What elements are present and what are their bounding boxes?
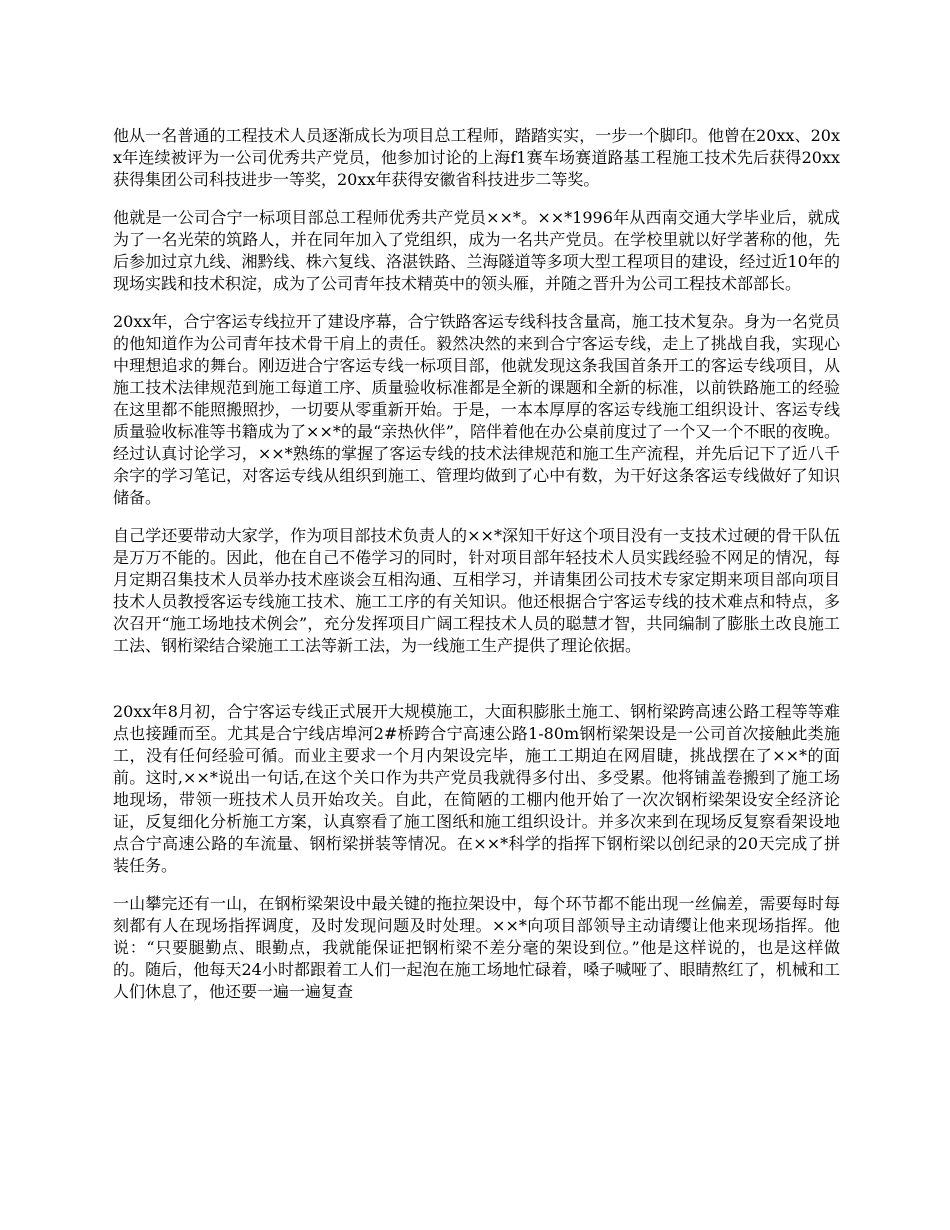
paragraph-2: 他就是一公司合宁一标项目部总工程师优秀共产党员××*。××*1996年从西南交通大学毕业后，就成为了一名光荣的筑路人，并在同年加入了党组织，成为一名共产党员。在学校里就以好学著称的他，先后参加过京九线、湘黔线、株六复线、洛湛铁路、兰海隧道等多项大型工程项目的建设，经过近10年的现场实践和技术积淀，成为了公司青年技术精英中的领头雁，并随之晋升为公司工程技术部部长。 xyxy=(113,208,840,293)
paragraph-5: 20xx年8月初，合宁客运专线正式展开大规模施工，大面积膨胀土施工、钢桁梁跨高速公路工程等等难点也接踵而至。尤其是合宁线店埠河2#桥跨合宁高速公路1-80m钢桁梁架设是一公司首次接触此类施工，没有任何经验可循。而业主要求一个月内架设完毕，施工工期迫在网眉睫，挑战摆在了××*的面前。这时,××*说出一句话,在这个关口作为共产党员我就得多付出、多受累。他将铺盖卷搬到了施工场地现场，带领一班技术人员开始攻关。自此，在简陋的工棚内他开始了一次次钢桁梁架设安全经济论证，反复细化分析施工方案，认真察看了施工图纸和施工组织设计。并多次来到在现场反复察看架设地点合宁高速公路的车流量、钢桁梁拼装等情况。在××*科学的指挥下钢桁梁以创纪录的20天完成了拼装任务。 xyxy=(113,702,840,875)
paragraph-3: 20xx年，合宁客运专线拉开了建设序幕，合宁铁路客运专线科技含量高，施工技术复杂。身为一名党员的他知道作为公司青年技术骨干肩上的责任。毅然决然的来到合宁客运专线，走上了挑战自我，实现心中理想追求的舞台。刚迈进合宁客运专线一标项目部，他就发现这条我国首条开工的客运专线项目，从施工技术法律规范到施工每道工序、质量验收标准都是全新的课题和全新的标准，以前铁路施工的经验在这里都不能照搬照抄，一切要从零重新开始。于是，一本本厚厚的客运专线施工组织设计、客运专线质量验收标准等书籍成为了××*的最“亲热伙伴”，陪伴着他在办公桌前度过了一个又一个不眠的夜晚。经过认真讨论学习，××*熟练的掌握了客运专线的技术法律规范和施工生产流程，并先后记下了近八千余字的学习笔记，对客运专线从组织到施工、管理均做到了心中有数，为干好这条客运专线做好了知识储备。 xyxy=(113,312,840,507)
paragraph-1: 他从一名普通的工程技术人员逐渐成长为项目总工程师，踏踏实实，一步一个脚印。他曾在20xx、20xx年连续被评为一公司优秀共产党员，他参加讨论的上海f1赛车场赛道路基工程施工技术先后获得20xx获得集团公司科技进步一等奖，20xx年获得安徽省科技进步二等奖。 xyxy=(113,126,840,189)
document-body xyxy=(113,125,840,1003)
paragraph-6: 一山攀完还有一山，在钢桁梁架设中最关键的拖拉架设中，每个环节都不能出现一丝偏差，需要每时每刻都有人在现场指挥调度，及时发现问题及时处理。××*向项目部领导主动请缨让他来现场指挥。他说：“只要腿勤点、眼勤点，我就能保证把钢桁梁不差分毫的架设到位。”他是这样说的，也是这样做的。随后，他每天24小时都跟着工人们一起泡在施工场地忙碌着，嗓子喊哑了、眼睛熬红了，机械和工人们休息了，他还要一遍一遍复查 xyxy=(113,894,840,1001)
paragraph-4: 自己学还要带动大家学，作为项目部技术负责人的××*深知干好这个项目没有一支技术过硬的骨干队伍是万万不能的。因此，他在自己不倦学习的同时，针对项目部年轻技术人员实践经验不网足的情况，每月定期召集技术人员举办技术座谈会互相沟通、互相学习，并请集团公司技术专家定期来项目部向项目技术人员教授客运专线施工技术、施工工序的有关知识。他还根据合宁客运专线的技术难点和特点，多次召开“施工场地技术例会”，充分发挥项目广阔工程技术人员的聪慧才智，共同编制了膨胀土改良施工工法、钢桁梁结合梁施工工法等新工法，为一线施工生产提供了理论依据。 xyxy=(113,526,840,655)
